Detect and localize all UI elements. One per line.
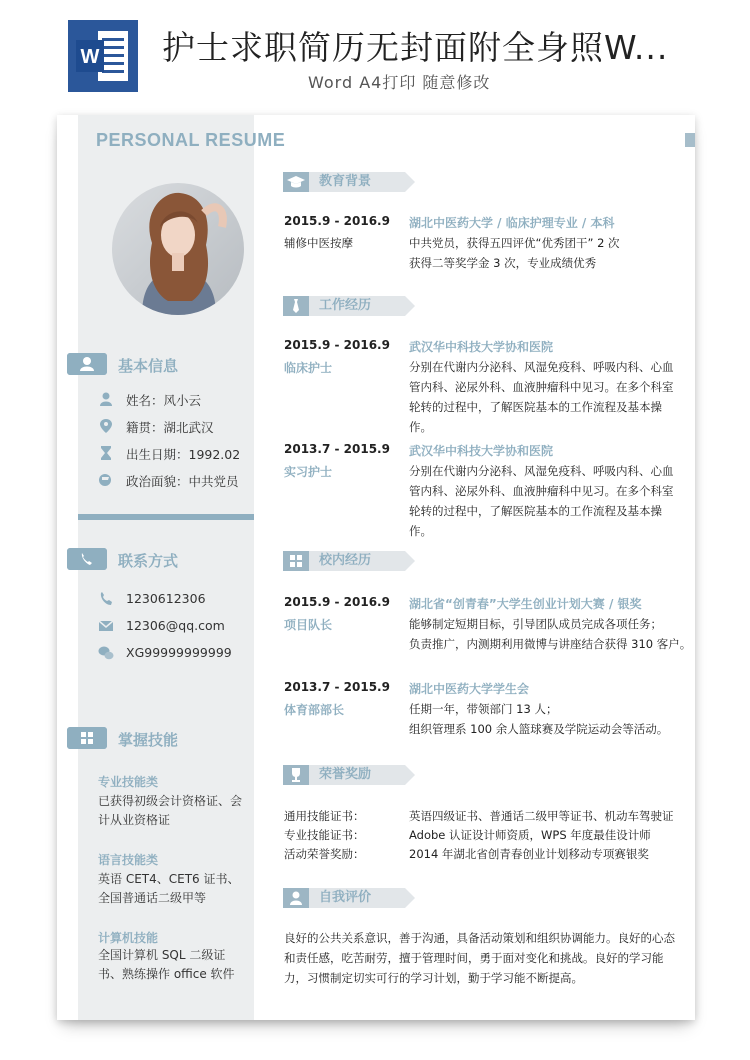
campus-org: 湖北中医药大学学生会: [409, 682, 530, 696]
basic-info-heading: 基本信息: [118, 357, 179, 375]
education-line: 获得二等奖学金 3 次，专业成绩优秀: [409, 256, 597, 270]
phone-icon: [98, 591, 114, 607]
user-icon: [98, 391, 114, 407]
skill-group-text: 已获得初级会计资格证、会计从业资格证: [98, 794, 243, 827]
profile-photo: [112, 183, 244, 315]
hourglass-icon: [98, 445, 114, 461]
divider-bar: [78, 514, 254, 520]
education-date: 2015.9 - 2016.9: [284, 214, 390, 228]
honor-value: 英语四级证书、普通话二级甲等证书、机动车驾驶证: [409, 809, 674, 823]
campus-line: 负责推广，内测期利用微博与讲座结合获得 310 客户。: [409, 637, 692, 651]
contact-email: 12306@qq.com: [126, 618, 225, 633]
location-icon: [98, 418, 114, 434]
work-org: 武汉华中科技大学协和医院: [409, 444, 554, 458]
education-heading: 教育背景: [309, 172, 405, 192]
skill-group-text: 英语 CET4、CET6 证书、全国普通话二级甲等: [98, 872, 240, 905]
graduation-cap-icon: [283, 172, 309, 192]
tie-icon: [283, 296, 309, 316]
work-heading: 工作经历: [309, 296, 405, 316]
honor-label: 通用技能证书：: [284, 809, 365, 823]
campus-heading: 校内经历: [309, 551, 405, 571]
word-icon: [68, 20, 138, 92]
info-political: 政治面貌：中共党员: [126, 474, 239, 489]
grid-icon: [283, 551, 309, 571]
corner-mark: [685, 133, 695, 147]
contact-heading: 联系方式: [118, 552, 179, 570]
work-desc: 分别在代谢内分泌科、风湿免疫科、呼吸内科、心血管内科、泌尿外科、血液肿瘤科中见习。在多个科室轮转的过程中，了解医院基本的工作流程及基本操作。: [409, 360, 674, 434]
skill-group-title: 语言技能类: [98, 853, 159, 867]
campus-role: 项目队长: [284, 618, 333, 632]
honor-label: 专业技能证书：: [284, 828, 365, 842]
trophy-icon: [283, 765, 309, 785]
honor-value: 2014 年湖北省创青春创业计划移动专项赛银奖: [409, 847, 649, 861]
campus-line: 任期一年，带领部门 13 人；: [409, 702, 558, 716]
work-role: 临床护士: [284, 361, 333, 375]
campus-date: 2013.7 - 2015.9: [284, 680, 390, 694]
honor-value: Adobe 认证设计师资质，WPS 年度最佳设计师: [409, 828, 651, 842]
phone-icon: [67, 548, 107, 570]
campus-line: 能够制定短期目标，引导团队成员完成各项任务；: [409, 617, 662, 631]
mail-icon: [98, 618, 114, 634]
work-desc: 分别在代谢内分泌科、风湿免疫科、呼吸内科、心血管内科、泌尿外科、血液肿瘤科中见习。在多个科室轮转的过程中，了解医院基本的工作流程及基本操作。: [409, 464, 674, 538]
education-minor: 辅修中医按摩: [284, 236, 353, 250]
user-icon: [283, 888, 309, 908]
self-heading: 自我评价: [309, 888, 405, 908]
info-name: 姓名：风小云: [126, 393, 202, 408]
campus-org: 湖北省“创青春”大学生创业计划大赛 / 银奖: [409, 597, 642, 611]
campus-line: 组织管理系 100 余人篮球赛及学院运动会等活动。: [409, 722, 669, 736]
contact-wechat: XG99999999999: [126, 645, 232, 660]
contact-phone: 1230612306: [126, 591, 206, 606]
info-origin: 籍贯：湖北武汉: [126, 420, 214, 435]
wechat-icon: [98, 645, 114, 661]
honors-heading: 荣誉奖励: [309, 765, 405, 785]
self-evaluation: 良好的公共关系意识，善于沟通，具备活动策划和组织协调能力。良好的心态和责任感，吃苦耐劳，擅于管理时间，勇于面对变化和挑战。良好的学习能力，习惯制定切实可行的学习计划，勤于学习能不断提高。: [284, 931, 675, 985]
skill-group-title: 计算机技能: [98, 931, 159, 945]
skills-heading: 掌握技能: [118, 731, 179, 749]
skill-group-title: 专业技能类: [98, 775, 159, 789]
skill-group-text: 全国计算机 SQL 二级证书、熟练操作 office 软件: [98, 948, 235, 981]
campus-role: 体育部部长: [284, 703, 345, 717]
flag-icon: [98, 472, 114, 488]
info-birth: 出生日期：1992.02: [126, 447, 241, 462]
windows-icon: [67, 727, 107, 749]
work-role: 实习护士: [284, 465, 333, 479]
campus-date: 2015.9 - 2016.9: [284, 595, 390, 609]
svg-text:W: W: [80, 46, 100, 68]
work-date: 2015.9 - 2016.9: [284, 338, 390, 352]
document-subtitle: Word A4打印 随意修改: [308, 73, 491, 92]
education-line: 中共党员，获得五四评优“优秀团干” 2 次: [409, 236, 620, 250]
resume-title: PERSONAL RESUME: [96, 130, 286, 150]
education-school: 湖北中医药大学 / 临床护理专业 / 本科: [409, 216, 615, 230]
work-date: 2013.7 - 2015.9: [284, 442, 390, 456]
user-icon: [67, 353, 107, 375]
document-title: 护士求职简历无封面附全身照W...: [162, 28, 669, 67]
honor-label: 活动荣誉奖励：: [284, 847, 365, 861]
work-org: 武汉华中科技大学协和医院: [409, 340, 554, 354]
